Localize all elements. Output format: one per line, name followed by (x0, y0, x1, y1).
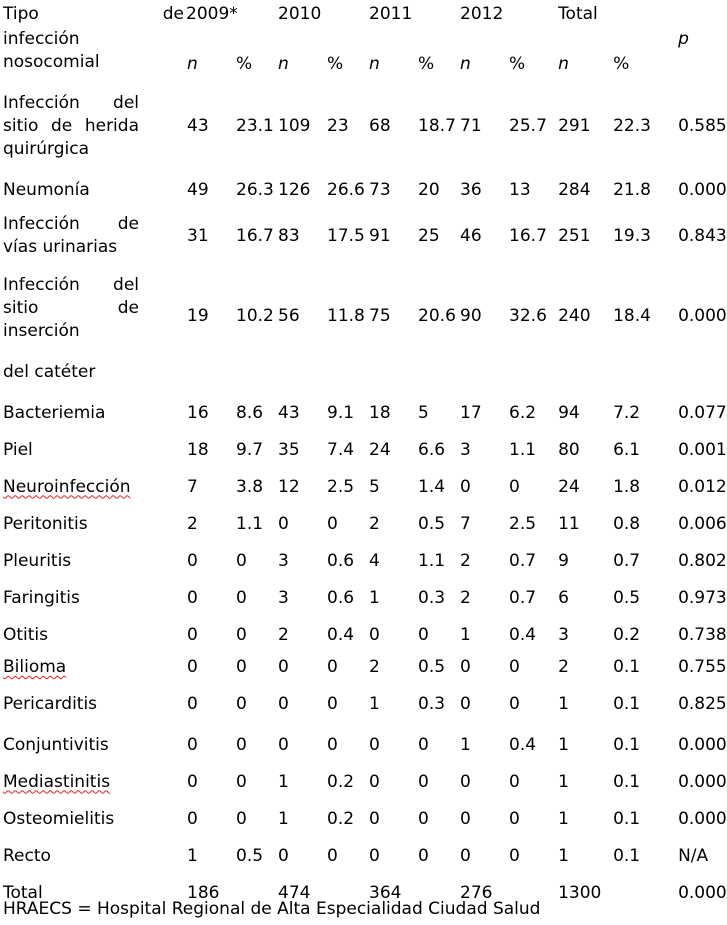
cell-n-2012: 36 (460, 179, 482, 200)
cell-pct-2012: 0 (509, 693, 520, 714)
table-row: Bacteriemia 16 8.6 43 9.1 18 5 17 6.2 94 7.2 0.077 (0, 394, 675, 432)
infection-type-cell (0, 468, 184, 506)
cell-n-2012: 3 (460, 439, 471, 460)
cell-n-2010: 0 (278, 845, 289, 866)
header-type-label (0, 0, 145, 28)
cell-n-2011: 4 (369, 551, 380, 571)
cell-pct-total: 0.2 (613, 625, 641, 645)
sub-n: n (369, 54, 380, 74)
cell-n-2010: 0 (278, 734, 289, 755)
cell-n-2011: 364 (369, 883, 402, 903)
cell-pct-2009: 0 (236, 551, 247, 571)
cell-n-2012: 1 (460, 734, 471, 755)
cell-pct-2009: 0.5 (236, 845, 264, 866)
cell-n-2012: 0 (460, 771, 471, 792)
cell-pct-2011: 0.5 (418, 657, 446, 677)
cell-pct-2010: 23 (327, 115, 349, 136)
cell-pct-2011: 1.4 (418, 476, 446, 497)
infection-type-cell (0, 617, 184, 654)
infection-type-label: Peritonitis (3, 514, 88, 534)
cell-n-2011: 18 (369, 402, 391, 423)
cell-n-2011: 2 (369, 657, 380, 677)
cell-n-total: 1 (558, 693, 569, 714)
header-year-2011: 2011 (369, 3, 413, 24)
cell-pct-2010: 0 (327, 657, 338, 677)
table-row: Pericarditis 0 0 0 0 1 0.3 0 0 1 0.1 0.825 (0, 681, 675, 727)
subheader-row: infección nosocomial n % n % n % n % n % p (0, 28, 675, 80)
table-row: Faringitis 0 0 3 0.6 1 0.3 2 0.7 6 0.5 0.973 (0, 580, 675, 617)
cell-n-2009: 16 (187, 402, 209, 423)
cell-n-2012: 0 (460, 693, 471, 714)
cell-n-total: 80 (558, 439, 580, 460)
cell-n-2010: 0 (278, 514, 289, 534)
footnote: HRAECS = Hospital Regional de Alta Especialidad Ciudad Salud (3, 899, 541, 919)
cell-n-2010: 0 (278, 657, 289, 677)
table-row: Infección del sitio de inserción del catéter 19 10.2 56 11.8 75 20.6 90 32.6 240 18.4 0.000 (0, 264, 675, 394)
cell-pct-2011: 1.1 (418, 551, 446, 571)
table-row: Infección del sitio de herida quirúrgica 43 23.1 109 23 68 18.7 71 25.7 291 22.3 0.585 (0, 80, 675, 172)
cell-pct-2010: 2.5 (327, 476, 355, 497)
cell-n-2009: 0 (187, 808, 198, 829)
cell-n-2012: 2 (460, 551, 471, 571)
cell-n-2009: 49 (187, 179, 209, 200)
cell-pct-2010: 7.4 (327, 439, 355, 460)
infection-type-label: Conjuntivitis (3, 734, 109, 755)
cell-pct-total: 0.1 (613, 845, 641, 866)
header-type-word: Tipo (3, 3, 39, 24)
cell-n-2012: 7 (460, 514, 471, 534)
cell-pct-2012: 0 (509, 657, 520, 677)
cell-n-2010: 1 (278, 771, 289, 792)
sub-n: n (278, 54, 289, 74)
cell-n-2010: 2 (278, 625, 289, 645)
header-year-2012: 2012 (460, 3, 504, 24)
cell-n-total: 284 (558, 179, 591, 200)
cell-n-total: 24 (558, 476, 580, 497)
cell-n-2012: 276 (460, 883, 493, 903)
cell-n-total: 94 (558, 402, 580, 423)
cell-n-2009: 0 (187, 734, 198, 755)
cell-pct-2009: 3.8 (236, 476, 264, 497)
cell-n-2009: 0 (187, 588, 198, 608)
header-year-total: Total (558, 3, 598, 24)
cell-pct-total: 0.1 (613, 693, 641, 714)
cell-pct-2012: 32.6 (509, 306, 547, 326)
cell-pct-total: 0.7 (613, 551, 641, 571)
cell-n-total: 1 (558, 771, 569, 792)
cell-n-2012: 1 (460, 625, 471, 645)
cell-pct-2011: 0 (418, 625, 429, 645)
cell-n-2011: 91 (369, 225, 391, 246)
cell-pct-2011: 5 (418, 402, 429, 423)
cell-n-2011: 2 (369, 514, 380, 534)
cell-pct-2009: 16.7 (236, 225, 274, 246)
table-row: Neuroinfección 7 3.8 12 2.5 5 1.4 0 0 24 1.8 0.012 (0, 468, 675, 506)
cell-pct-total: 0.8 (613, 514, 641, 534)
table-row: Piel 18 9.7 35 7.4 24 6.6 3 1.1 80 6.1 0.001 (0, 432, 675, 468)
cell-pct-2010: 0.2 (327, 808, 355, 829)
cell-pct-2009: 0 (236, 771, 247, 792)
cell-pct-2012: 13 (509, 179, 531, 200)
cell-pct-2012: 0 (509, 845, 520, 866)
cell-n-2012: 71 (460, 115, 482, 136)
infection-type-cell (0, 432, 184, 468)
table-row: Otitis 0 0 2 0.4 0 0 1 0.4 3 0.2 0.738 (0, 617, 675, 654)
cell-n-2009: 0 (187, 625, 198, 645)
cell-n-total: 251 (558, 225, 591, 246)
infection-type-label: Pericarditis (3, 693, 98, 714)
cell-n-2012: 2 (460, 588, 471, 608)
cell-pct-2011: 0.5 (418, 514, 446, 534)
cell-pct-total: 0.1 (613, 657, 641, 677)
infection-type-label: Neuroinfección (3, 476, 131, 497)
cell-pct-2011: 25 (418, 225, 440, 246)
cell-n-2012: 90 (460, 306, 482, 326)
total-row: Total 186 474 364 276 1300 0.000 (0, 875, 675, 912)
cell-pct-2011: 0 (418, 734, 429, 755)
cell-pct-total: 19.3 (613, 225, 651, 246)
cell-n-2009: 7 (187, 476, 198, 497)
cell-pct-2010: 0.6 (327, 551, 355, 571)
cell-pct-2009: 9.7 (236, 439, 264, 460)
cell-pct-2010: 0.4 (327, 625, 355, 645)
cell-pct-2009: 0 (236, 808, 247, 829)
cell-n-2009: 31 (187, 225, 209, 246)
infection-type-cell (0, 543, 184, 580)
infection-type-label: Bilioma (3, 657, 67, 677)
sub-pct: % (418, 54, 435, 74)
cell-pct-2010: 17.5 (327, 225, 365, 246)
infection-type-cell (0, 506, 184, 543)
cell-pct-2010: 26.6 (327, 179, 365, 200)
cell-n-total: 3 (558, 625, 569, 645)
table-row: Peritonitis 2 1.1 0 0 2 0.5 7 2.5 11 0.8 0.006 (0, 506, 675, 543)
cell-pct-total: 0.1 (613, 808, 641, 829)
sub-n: n (460, 54, 471, 74)
cell-n-2009: 0 (187, 551, 198, 571)
cell-n-2012: 0 (460, 476, 471, 497)
table-row: Conjuntivitis 0 0 0 0 0 0 1 0.4 1 0.1 0.000 (0, 727, 675, 763)
cell-n-2012: 0 (460, 657, 471, 677)
cell-n-total: 11 (558, 514, 580, 534)
cell-n-2009: 186 (187, 883, 220, 903)
cell-pct-total: 1.8 (613, 476, 641, 497)
cell-pct-total: 6.1 (613, 439, 641, 460)
cell-pct-2011: 18.7 (418, 115, 456, 136)
cell-pct-2009: 8.6 (236, 402, 264, 423)
cell-pct-2010: 0 (327, 514, 338, 534)
header-year-2010: 2010 (278, 3, 322, 24)
cell-n-2012: 46 (460, 225, 482, 246)
table-row: Neumonía 49 26.3 126 26.6 73 20 36 13 284 21.8 0.000 (0, 172, 675, 208)
cell-pct-total: 0.1 (613, 771, 641, 792)
infection-type-label: Piel (3, 439, 33, 460)
cell-pct-2009: 23.1 (236, 115, 274, 136)
cell-n-2011: 0 (369, 845, 380, 866)
cell-n-2011: 5 (369, 476, 380, 497)
cell-n-2010: 126 (278, 179, 311, 200)
infection-type-label-continued: del catéter (3, 362, 96, 382)
cell-n-2010: 109 (278, 115, 311, 136)
cell-n-2010: 0 (278, 693, 289, 714)
infection-type-cell (0, 763, 184, 801)
cell-n-2009: 0 (187, 693, 198, 714)
cell-pct-2012: 0.7 (509, 551, 537, 571)
header-row (0, 0, 675, 28)
infection-type-label: Bacteriemia (3, 402, 106, 423)
cell-pct-2012: 0.7 (509, 588, 537, 608)
cell-pct-total: 0.5 (613, 588, 641, 608)
cell-n-2010: 56 (278, 306, 300, 326)
cell-pct-total (610, 875, 675, 912)
table-row: Mediastinitis 0 0 1 0.2 0 0 0 0 1 0.1 0.000 (0, 763, 675, 801)
cell-pct-2012: 0 (509, 808, 520, 829)
table-row: Bilioma 0 0 0 0 2 0.5 0 0 2 0.1 0.755 (0, 654, 675, 681)
infection-type-label: Total (3, 883, 43, 903)
cell-pct-total: 7.2 (613, 402, 641, 423)
infection-type-label: Faringitis (3, 588, 80, 608)
infection-type-cell (0, 172, 184, 208)
cell-pct-2012: 25.7 (509, 115, 547, 136)
cell-n-total: 1 (558, 734, 569, 755)
cell-pct-2011: 0 (418, 771, 429, 792)
cell-pct-2009: 0 (236, 625, 247, 645)
cell-pct-2009: 0 (236, 693, 247, 714)
infection-type-cell (0, 837, 184, 875)
cell-n-2011: 75 (369, 306, 391, 326)
cell-n-2010: 12 (278, 476, 300, 497)
cell-pct-2011: 20.6 (418, 306, 456, 326)
cell-n-2011: 73 (369, 179, 391, 200)
cell-n-2009: 1 (187, 845, 198, 866)
cell-pct-total: 21.8 (613, 179, 651, 200)
infection-type-cell (0, 264, 184, 394)
cell-n-total: 6 (558, 588, 569, 608)
cell-n-2009: 18 (187, 439, 209, 460)
cell-pct-2011: 20 (418, 179, 440, 200)
cell-pct-total: 0.1 (613, 734, 641, 755)
cell-n-2011: 1 (369, 693, 380, 714)
cell-pct-2009: 0 (236, 734, 247, 755)
cell-n-total: 1300 (558, 883, 602, 903)
infection-type-cell (0, 654, 184, 681)
cell-pct-total: 22.3 (613, 115, 651, 136)
cell-pct-2010: 0 (327, 693, 338, 714)
cell-n-2011: 0 (369, 625, 380, 645)
table-row: Recto 1 0.5 0 0 0 0 0 0 1 0.1 N/A (0, 837, 675, 875)
sub-pct: % (236, 54, 253, 74)
infection-type-label: Pleuritis (3, 551, 72, 571)
cell-pct-2010: 0.2 (327, 771, 355, 792)
cell-pct-2010: 11.8 (327, 306, 365, 326)
cell-pct-2012: 6.2 (509, 402, 537, 423)
cell-n-2011: 1 (369, 588, 380, 608)
infection-type-label: Otitis (3, 625, 49, 645)
cell-n-2012: 0 (460, 845, 471, 866)
cell-pct-2010: 0 (327, 734, 338, 755)
header-year-2009: 2009* (186, 3, 238, 24)
infection-type-cell (0, 727, 184, 763)
cell-pct-2012: 16.7 (509, 225, 547, 246)
cell-pct-2010: 0 (327, 845, 338, 866)
cell-n-total: 1 (558, 808, 569, 829)
cell-n-2010: 43 (278, 402, 300, 423)
cell-n-2011: 68 (369, 115, 391, 136)
cell-n-2010: 35 (278, 439, 300, 460)
cell-n-2010: 3 (278, 551, 289, 571)
cell-pct-2012: 0.4 (509, 734, 537, 755)
sub-n: n (187, 54, 198, 74)
table-row: Pleuritis 0 0 3 0.6 4 1.1 2 0.7 9 0.7 0.802 (0, 543, 675, 580)
cell-pct-2011: 0.3 (418, 588, 446, 608)
cell-pct-2009: 10.2 (236, 306, 274, 326)
cell-n-total: 2 (558, 657, 569, 677)
cell-n-2012: 17 (460, 402, 482, 423)
cell-n-2009: 19 (187, 306, 209, 326)
infection-type-label: Recto (3, 845, 51, 866)
cell-n-2009: 0 (187, 657, 198, 677)
cell-n-2009: 2 (187, 514, 198, 534)
cell-pct-2011: 0.3 (418, 693, 446, 714)
infection-type-cell (0, 208, 184, 264)
cell-pct-2012: 2.5 (509, 514, 537, 534)
cell-pct-2009: 1.1 (236, 514, 264, 534)
cell-n-total: 240 (558, 306, 591, 326)
infection-type-label: Infección del sitio de inserción (3, 275, 139, 341)
cell-n-2011: 24 (369, 439, 391, 460)
cell-n-2009: 0 (187, 771, 198, 792)
cell-pct-2010: 0.6 (327, 588, 355, 608)
sub-n: n (558, 54, 569, 74)
header-de-word: de (162, 3, 184, 24)
cell-n-total: 291 (558, 115, 591, 136)
infection-type-cell (0, 80, 184, 172)
cell-pct-2011: 6.6 (418, 439, 446, 460)
cell-pct-2012: 0 (509, 771, 520, 792)
cell-n-2011: 0 (369, 734, 380, 755)
infection-type-cell (0, 681, 184, 727)
cell-pct-2010: 9.1 (327, 402, 355, 423)
infection-type-label: Neumonía (3, 179, 90, 200)
cell-n-2011: 0 (369, 771, 380, 792)
cell-pct-2012: 0.4 (509, 625, 537, 645)
cell-n-2012: 0 (460, 808, 471, 829)
cell-n-total: 9 (558, 551, 569, 571)
sub-pct: % (327, 54, 344, 74)
header-type-continued: infección nosocomial (3, 29, 100, 72)
cell-n-2010: 1 (278, 808, 289, 829)
cell-pct-2009: 0 (236, 657, 247, 677)
infection-type-cell (0, 394, 184, 432)
sub-pct: % (613, 54, 630, 74)
sub-pct: % (509, 54, 526, 74)
cell-pct-2012: 1.1 (509, 439, 537, 460)
cell-pct-2012: 0 (509, 476, 520, 497)
infection-type-cell (0, 580, 184, 617)
infection-type-label: Infección de vías urinarias (3, 214, 139, 257)
cell-n-2011: 0 (369, 808, 380, 829)
cell-pct-2011: 0 (418, 808, 429, 829)
cell-n-2010: 83 (278, 225, 300, 246)
cell-n-2010: 474 (278, 883, 311, 903)
infection-type-label: Mediastinitis (3, 771, 111, 792)
infection-type-cell (0, 801, 184, 837)
cell-pct-total: 18.4 (613, 306, 651, 326)
cell-n-2009: 43 (187, 115, 209, 136)
infection-type-label: Infección del sitio de herida quirúrgica (3, 92, 139, 159)
cell-n-2010: 3 (278, 588, 289, 608)
table-row: Infección de vías urinarias 31 16.7 83 17.5 91 25 46 16.7 251 19.3 0.843 (0, 208, 675, 264)
cell-pct-2011: 0 (418, 845, 429, 866)
cell-pct-2009: 26.3 (236, 179, 274, 200)
infection-type-label: Osteomielitis (3, 808, 115, 829)
cell-n-total: 1 (558, 845, 569, 866)
cell-pct-2009: 0 (236, 588, 247, 608)
table-row: Osteomielitis 0 0 1 0.2 0 0 0 0 1 0.1 0.000 (0, 801, 675, 837)
